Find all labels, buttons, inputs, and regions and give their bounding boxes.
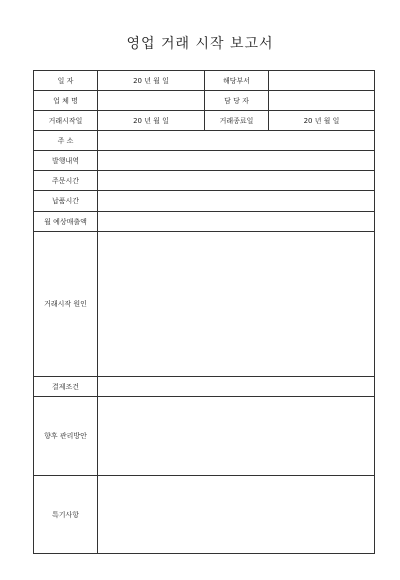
order-time-field[interactable]: [98, 171, 375, 191]
monthly-sales-field[interactable]: [98, 212, 375, 232]
remarks-label: 특기사항: [34, 476, 98, 554]
order-details-label: 발행내역: [34, 151, 98, 171]
row-date: [34, 71, 375, 91]
row-reason: [34, 232, 375, 377]
plan-label: 향후 관리방안: [34, 397, 98, 476]
reason-field[interactable]: [98, 232, 375, 377]
row-company: [34, 91, 375, 111]
payment-label: 결제조건: [34, 377, 98, 397]
report-form: [33, 70, 375, 554]
payment-field[interactable]: [98, 377, 375, 397]
row-order-time: [34, 171, 375, 191]
row-period: [34, 111, 375, 131]
row-remarks: [34, 476, 375, 554]
reason-label: 거래시작 원인: [34, 232, 98, 377]
row-payment: [34, 377, 375, 397]
company-label: 업 체 명: [34, 91, 98, 111]
row-address: [34, 131, 375, 151]
department-field[interactable]: [269, 71, 375, 91]
delivery-time-field[interactable]: [98, 191, 375, 212]
plan-field[interactable]: [98, 397, 375, 476]
order-time-label: 주문시간: [34, 171, 98, 191]
end-date-label: 거래종료일: [205, 111, 269, 131]
row-monthly-sales: [34, 212, 375, 232]
start-date-field[interactable]: 20 년 월 일: [98, 111, 205, 131]
department-label: 해당부서: [205, 71, 269, 91]
manager-field[interactable]: [269, 91, 375, 111]
row-order-details: [34, 151, 375, 171]
order-details-field[interactable]: [98, 151, 375, 171]
company-field[interactable]: [98, 91, 205, 111]
date-field[interactable]: 20 년 월 일: [98, 71, 205, 91]
address-label: 주 소: [34, 131, 98, 151]
start-date-label: 거래시작일: [34, 111, 98, 131]
remarks-field[interactable]: [98, 476, 375, 554]
delivery-time-label: 납품시간: [34, 191, 98, 212]
row-delivery-time: [34, 191, 375, 212]
date-label: 일 자: [34, 71, 98, 91]
document-title: 영업 거래 시작 보고서: [126, 36, 274, 52]
address-field[interactable]: [98, 131, 375, 151]
manager-label: 담 당 자: [205, 91, 269, 111]
end-date-field[interactable]: 20 년 월 일: [269, 111, 375, 131]
row-plan: [34, 397, 375, 476]
monthly-sales-label: 월 예상매출액: [34, 212, 98, 232]
